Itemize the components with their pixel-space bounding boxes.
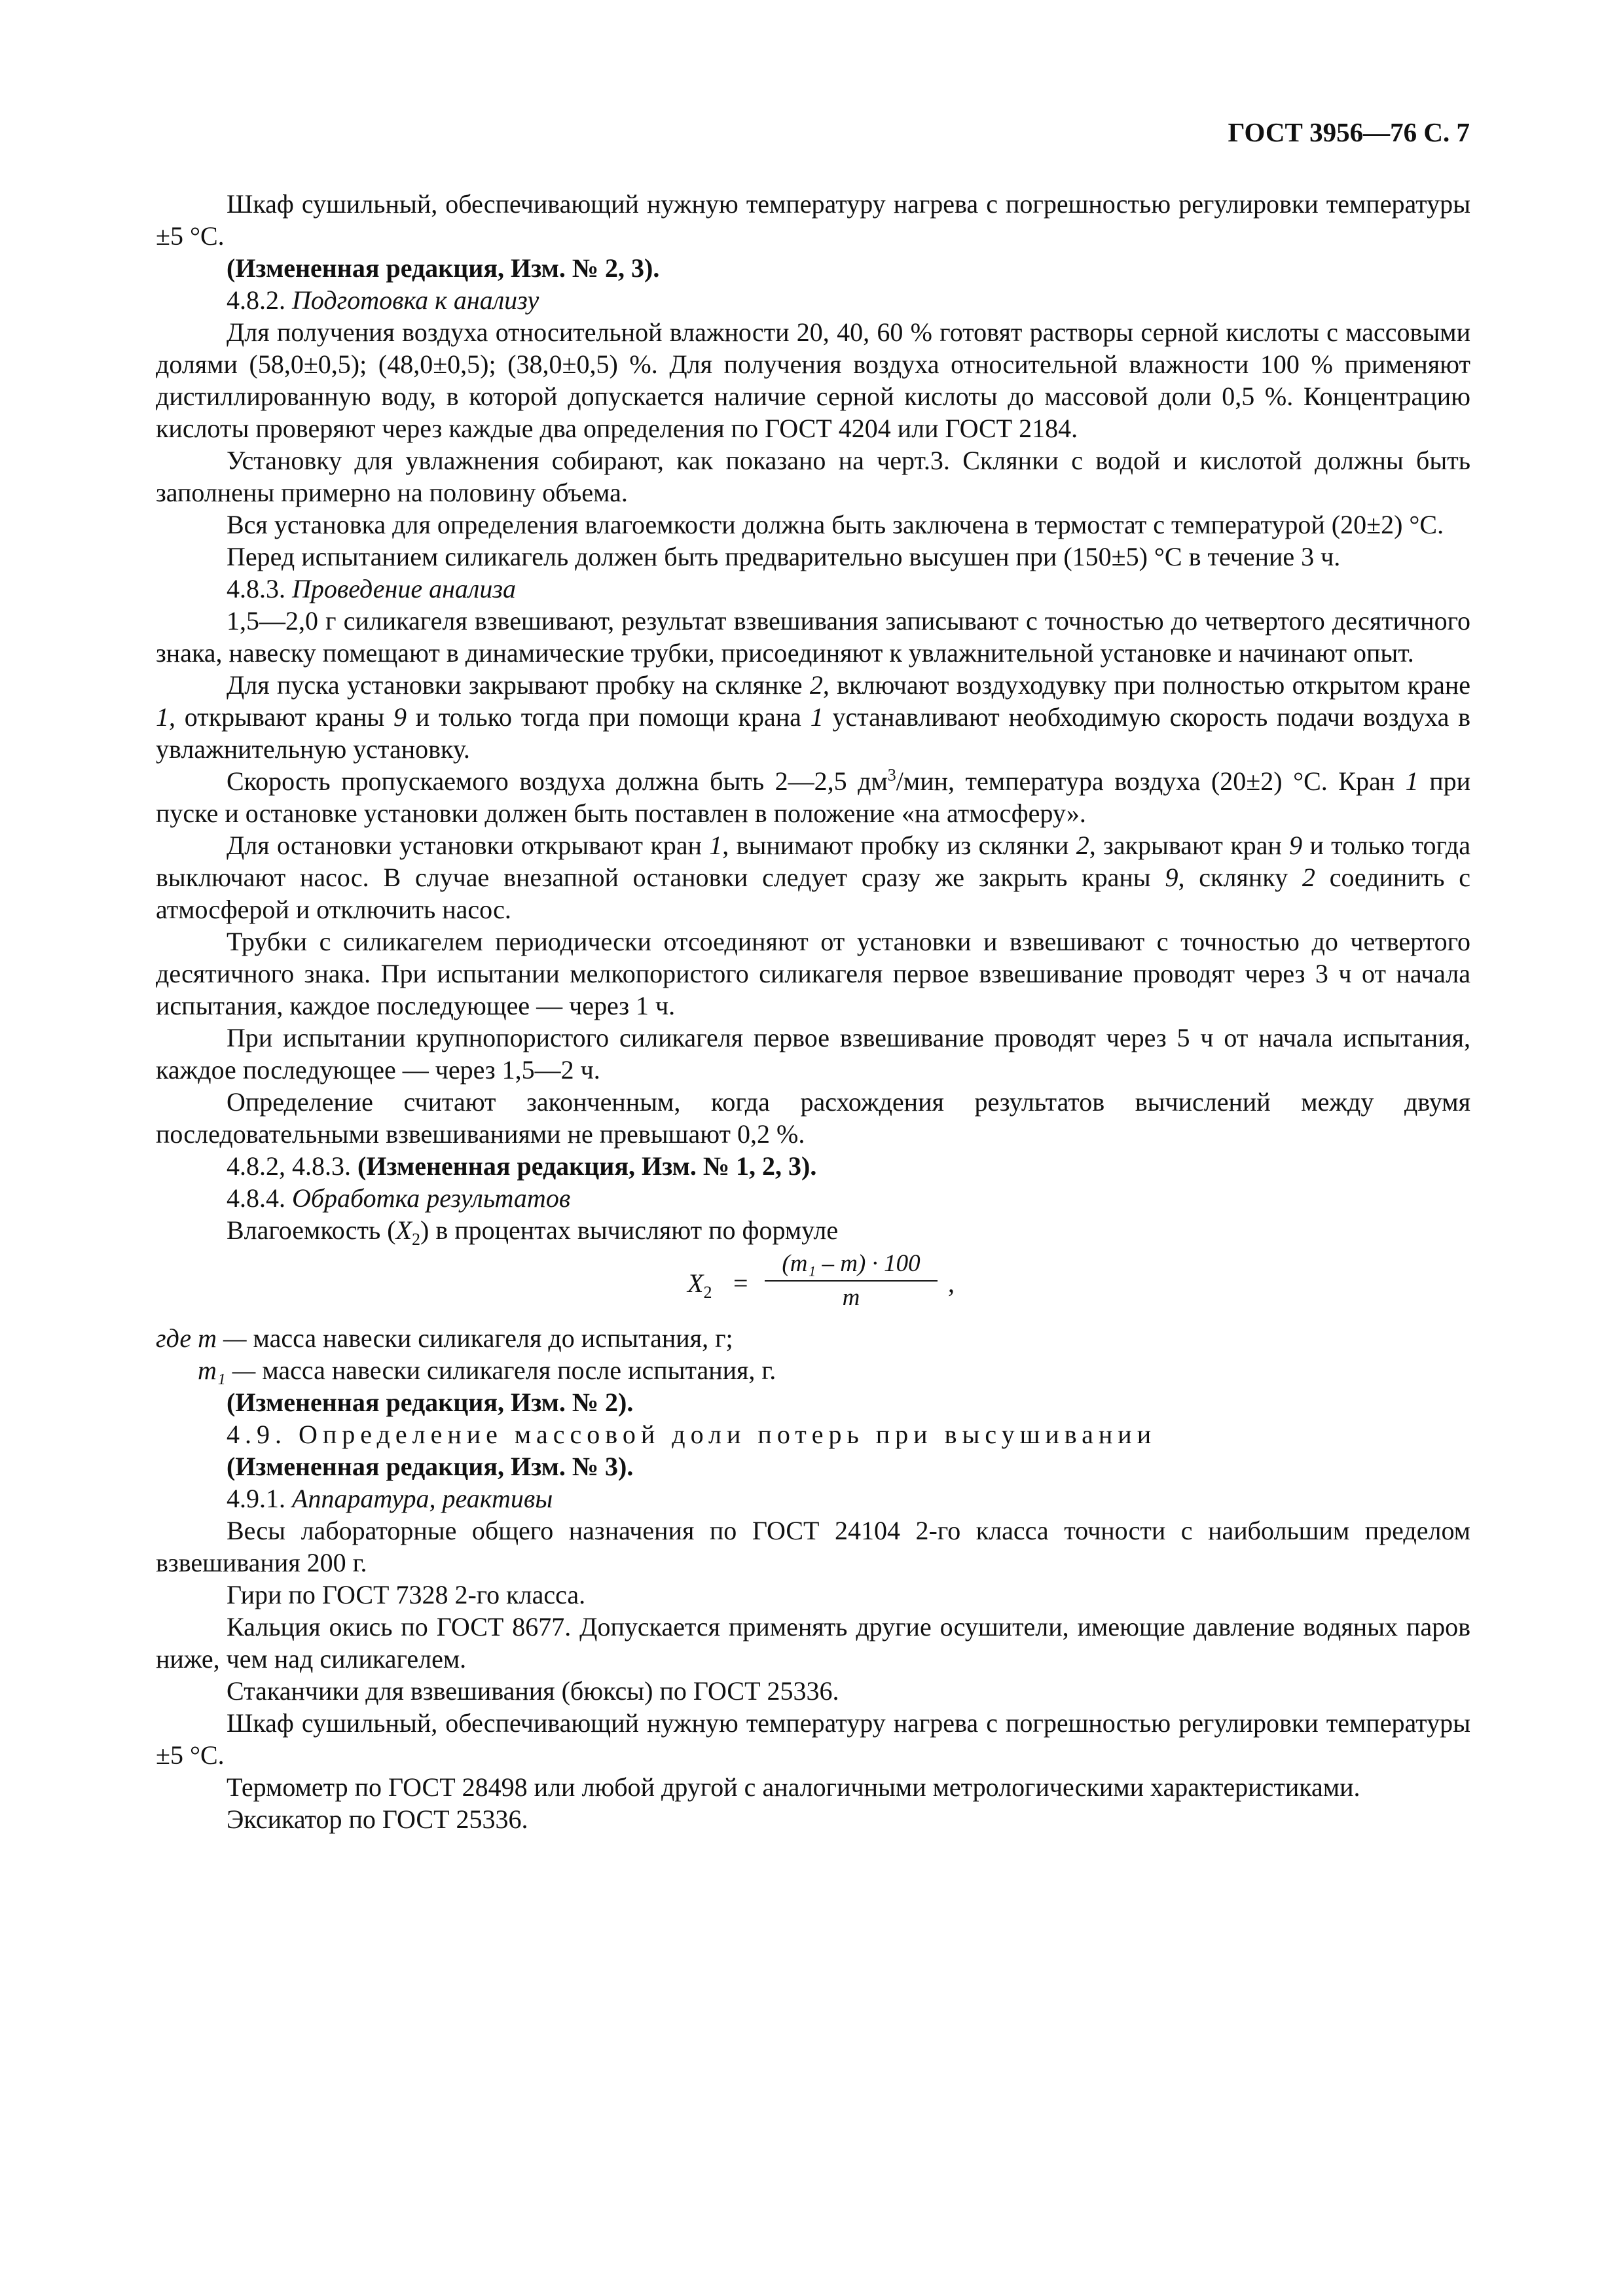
definition-symbol: где m —: [156, 1323, 247, 1353]
definition-row: [156, 1354, 1470, 1386]
text-run: Влагоемкость (: [227, 1215, 396, 1245]
text-run: Для остановки установки открывают кран: [227, 831, 710, 860]
ref-number: 2: [1302, 863, 1315, 892]
formula: [156, 1250, 1470, 1313]
paragraph: [156, 829, 1470, 925]
ref-number: 1: [709, 831, 723, 860]
amendment-note: (Измененная редакция, Изм. № 1, 2, 3).: [357, 1151, 817, 1181]
section-title: Аппаратура, реактивы: [292, 1484, 553, 1513]
paragraph: Для получения воздуха относительной влажности 20, 40, 60 % готовят растворы серной кислоты с массовыми долями (58,0±0,5); (48,0±0,5); (38,0±0,5) %. Для получения воздуха относительной влажности 100 % применяют дистиллированную воду, в которой допускается наличие серной кислоты до массовой доли 0,5 %. Концентрацию кислоты проверяют через каждые два определения по ГОСТ 4204 или ГОСТ 2184.: [156, 317, 1470, 443]
formula-lhs: [687, 1267, 712, 1302]
ref-number: 2: [1076, 831, 1089, 860]
paragraph: Гири по ГОСТ 7328 2-го класса.: [227, 1580, 586, 1609]
section-heading-4-8-4: [156, 1182, 1470, 1214]
text-run: , склянку: [1178, 863, 1302, 892]
paragraph: Установку для увлажнения собирают, как показано на черт.3. Склянки с водой и кислотой должны быть заполнены примерно на половину объема.: [156, 446, 1470, 507]
section-number: 4.8.4.: [227, 1183, 292, 1213]
definition-text: масса навески силикагеля до испытания, г;: [246, 1323, 733, 1353]
ref-number: 9: [1165, 863, 1178, 892]
paragraph: [156, 765, 1470, 829]
formula-numerator: (m₁ – m) · 100: [782, 1250, 921, 1277]
text-run: ) в процентах вычисляют по формуле: [420, 1215, 839, 1245]
section-number: 4.9.1.: [227, 1484, 292, 1513]
text-run: Для пуска установки закрывают пробку на склянке: [227, 670, 810, 700]
paragraph: 1,5—2,0 г силикагеля взвешивают, результат взвешивания записывают с точностью до четвертого десятичного знака, навеску помещают в динамические трубки, присоединяют к увлажнительной установке и начинают опыт.: [156, 606, 1470, 668]
section-number: 4.8.2.: [227, 285, 292, 315]
section-number: 4.8.3.: [227, 574, 292, 603]
variable: X: [395, 1215, 412, 1245]
paragraph: Определение считают законченным, когда расхождения результатов вычислений между двумя последовательными взвешиваниями не превышают 0,2 %.: [156, 1087, 1470, 1149]
formula-comma: ,: [948, 1268, 955, 1298]
text-run: соединить с атмосферой и отключить насос.: [156, 863, 1471, 924]
text-run: /мин, температура воздуха (20±2) °С. Кран: [896, 766, 1406, 796]
ref-number: 9: [1289, 831, 1303, 860]
section-title: Обработка результатов: [292, 1183, 571, 1213]
paragraph: Кальция окись по ГОСТ 8677. Допускается применять другие осушители, имеющие давление водяных паров ниже, чем над силикагелем.: [156, 1612, 1470, 1674]
paragraph: Перед испытанием силикагель должен быть предварительно высушен при (150±5) °С в течение 3 ч.: [227, 542, 1341, 571]
fraction-bar: [765, 1280, 938, 1282]
definitions: [156, 1322, 1470, 1386]
subscript: 2: [412, 1230, 420, 1249]
paragraph: Эксикатор по ГОСТ 25336.: [227, 1804, 528, 1834]
equals-sign: =: [733, 1268, 748, 1298]
paragraph: Трубки с силикагелем периодически отсоединяют от установки и взвешивают с точностью до четвертого десятичного знака. При испытании мелкопористого силикагеля первое взвешивание проводят через 3 ч от начала испытания, каждое последующее — через 1 ч.: [156, 927, 1470, 1020]
paragraph: [156, 669, 1470, 765]
text-run: при пуске и остановке установки должен быть поставлен в положение «на атмосферу».: [156, 766, 1471, 828]
definition-row: [156, 1322, 1470, 1354]
page-content: [156, 188, 1470, 1835]
definition-text: масса навески силикагеля после испытания, г.: [255, 1355, 776, 1385]
text-run: устанавливают необходимую скорость подачи воздуха в увлажнительную установку.: [156, 702, 1470, 764]
text-run: Скорость пропускаемого воздуха должна быть 2—2,5 дм: [227, 766, 888, 796]
ref-number: 1: [810, 702, 824, 732]
text-run: и только тогда выключают насос. В случае внезапной остановки следует сразу же закрыть краны: [156, 831, 1471, 892]
paragraph: Термометр по ГОСТ 28498 или любой другой с аналогичными метрологическими характеристиками.: [227, 1772, 1360, 1802]
superscript: 3: [887, 765, 896, 785]
ref-number: 2: [809, 670, 823, 700]
text-run: , включают воздуходувку при полностью открытом кране: [822, 670, 1470, 700]
ref-number: 1: [1405, 766, 1419, 796]
text-run: , закрывают кран: [1089, 831, 1290, 860]
ref-number: 9: [393, 702, 407, 732]
paragraph: При испытании крупнопористого силикагеля первое взвешивание проводят через 5 ч от начала испытания, каждое последующее — через 1,5—2 ч.: [156, 1023, 1470, 1085]
ref-number: 1: [156, 702, 169, 732]
paragraph: Весы лабораторные общего назначения по ГОСТ 24104 2-го класса точности с наибольшим пределом взвешивания 200 г.: [156, 1516, 1470, 1577]
section-heading-4-9: 4.9. Определение массовой доли потерь при высушивании: [227, 1420, 1157, 1449]
section-title: Проведение анализа: [292, 574, 516, 603]
paragraph: [156, 1214, 1470, 1249]
text-run: , вынимают пробку из склянки: [722, 831, 1076, 860]
paragraph: Вся установка для определения влагоемкости должна быть заключена в термостат с температурой (20±2) °С.: [227, 510, 1444, 539]
section-title: Подготовка к анализу: [292, 285, 539, 315]
paragraph: Шкаф сушильный, обеспечивающий нужную температуру нагрева с погрешностью регулировки температуры ±5 °С.: [156, 189, 1470, 251]
section-heading-4-8-2: [156, 284, 1470, 316]
amendment-note: (Измененная редакция, Изм. № 2).: [227, 1388, 634, 1417]
paragraph: Шкаф сушильный, обеспечивающий нужную температуру нагрева с погрешностью регулировки температуры ±5 °С.: [156, 1708, 1470, 1770]
page-header: ГОСТ 3956—76 С. 7: [1228, 117, 1470, 147]
text-run: и только тогда при помощи крана: [407, 702, 811, 732]
section-heading-4-8-3: [156, 573, 1470, 605]
amendment-note: (Измененная редакция, Изм. № 2, 3).: [227, 253, 660, 283]
variable: X: [687, 1268, 704, 1298]
formula-denominator: m: [842, 1284, 860, 1311]
paragraph: Стаканчики для взвешивания (бюксы) по ГОСТ 25336.: [227, 1676, 839, 1706]
amendment-note: (Измененная редакция, Изм. № 3).: [227, 1452, 634, 1481]
subscript: 2: [703, 1283, 712, 1302]
section-number: 4.8.2, 4.8.3.: [227, 1151, 357, 1181]
section-heading-4-9-1: [156, 1482, 1470, 1515]
definition-symbol: m₁ —: [198, 1355, 256, 1385]
text-run: , открывают краны: [169, 702, 394, 732]
amendment-line: [156, 1150, 1470, 1182]
